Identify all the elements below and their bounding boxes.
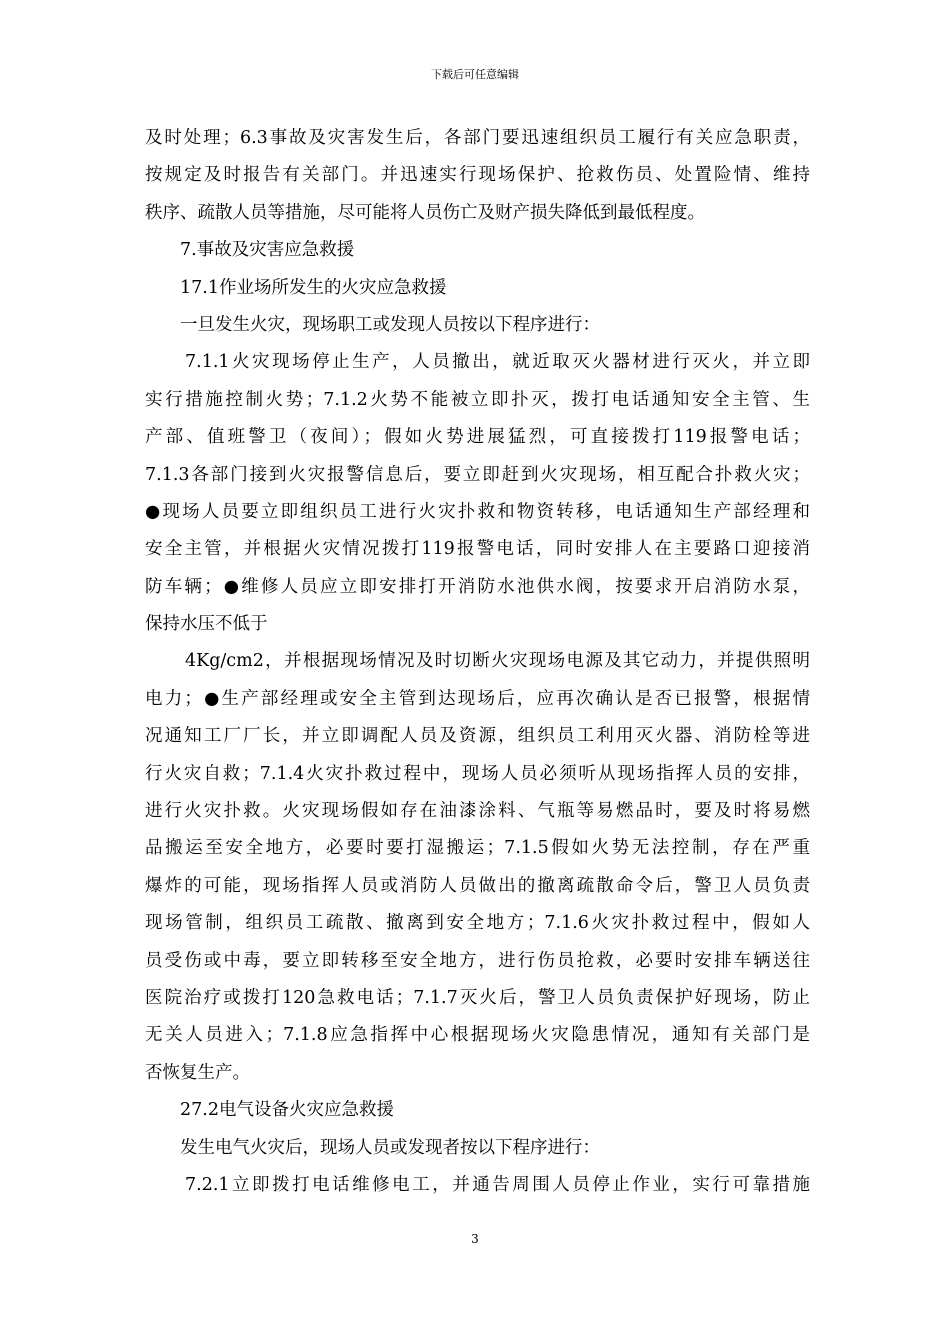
text-line: 品搬运至安全地方，必要时要打湿搬运；7.1.5假如火势无法控制，存在严重 <box>145 838 810 859</box>
text-line: 电力；●生产部经理或安全主管到达现场后，应再次确认是否已报警，根据情 <box>145 688 810 709</box>
text-line: 况通知工厂厂长，并立即调配人员及资源，组织员工利用灭火器、消防栓等进 <box>145 726 810 747</box>
subsection-heading: 27.2电气设备火灾应急救援 <box>180 1100 394 1121</box>
text-line: 行火灾自救；7.1.4火灾扑救过程中，现场人员必须听从现场指挥人员的安排， <box>145 763 810 784</box>
document-body <box>145 120 810 1204</box>
text-line: 保持水压不低于 <box>145 614 268 635</box>
text-line: 爆炸的可能，现场指挥人员或消防人员做出的撤离疏散命令后，警卫人员负责 <box>145 875 810 896</box>
text-line: 安全主管，并根据火灾情况拨打119报警电话，同时安排人在主要路口迎接消 <box>145 539 810 560</box>
text-line: 医院治疗或拨打120急救电话；7.1.7灭火后，警卫人员负责保护好现场，防止 <box>145 987 810 1008</box>
text-line: 一旦发生火灾，现场职工或发现人员按以下程序进行： <box>180 314 600 335</box>
text-line: 7.1.1火灾现场停止生产，人员撤出，就近取灭火器材进行灭火，并立即 <box>185 352 810 373</box>
text-line: 及时处理；6.3事故及灾害发生后，各部门要迅速组织员工履行有关应急职责， <box>145 128 810 148</box>
page-number: 3 <box>471 1232 479 1246</box>
text-line: 无关人员进入；7.1.8应急指挥中心根据现场火灾隐患情况，通知有关部门是 <box>145 1025 810 1046</box>
text-line: 4Kg/cm2，并根据现场情况及时切断火灾现场电源及其它动力，并提供照明 <box>185 651 810 672</box>
section-heading: 7.事故及灾害应急救援 <box>180 240 355 261</box>
text-line: ●现场人员要立即组织员工进行火灾扑救和物资转移，电话通知生产部经理和 <box>145 501 810 522</box>
text-line: 按规定及时报告有关部门。并迅速实行现场保护、抢救伤员、处置险情、维持 <box>145 165 810 186</box>
text-line: 员受伤或中毒，要立即转移至安全地方，进行伤员抢救，必要时安排车辆送往 <box>145 950 810 971</box>
page-header: 下载后可任意编辑 <box>431 68 519 81</box>
text-line: 防车辆；●维修人员应立即安排打开消防水池供水阀，按要求开启消防水泵， <box>145 576 810 597</box>
text-line: 否恢复生产。 <box>145 1062 250 1083</box>
text-line: 现场管制，组织员工疏散、撤离到安全地方；7.1.6火灾扑救过程中，假如人 <box>145 913 810 934</box>
text-line: 产部、值班警卫（夜间）；假如火势进展猛烈，可直接拨打119报警电话； <box>145 427 810 448</box>
text-line: 7.2.1立即拨打电话维修电工，并通告周围人员停止作业，实行可靠措施 <box>185 1174 810 1195</box>
text-line: 进行火灾扑救。火灾现场假如存在油漆涂料、气瓶等易燃品时，要及时将易燃 <box>145 801 810 822</box>
text-line: 7.1.3各部门接到火灾报警信息后，要立即赶到火灾现场，相互配合扑救火灾； <box>145 464 810 485</box>
text-line: 秩序、疏散人员等措施，尽可能将人员伤亡及财产损失降低到最低程度。 <box>145 202 705 223</box>
subsection-heading: 17.1作业场所发生的火灾应急救援 <box>180 277 447 298</box>
text-line: 实行措施控制火势；7.1.2火势不能被立即扑灭，拨打电话通知安全主管、生 <box>145 389 810 410</box>
text-line: 发生电气火灾后，现场人员或发现者按以下程序进行： <box>180 1137 600 1158</box>
